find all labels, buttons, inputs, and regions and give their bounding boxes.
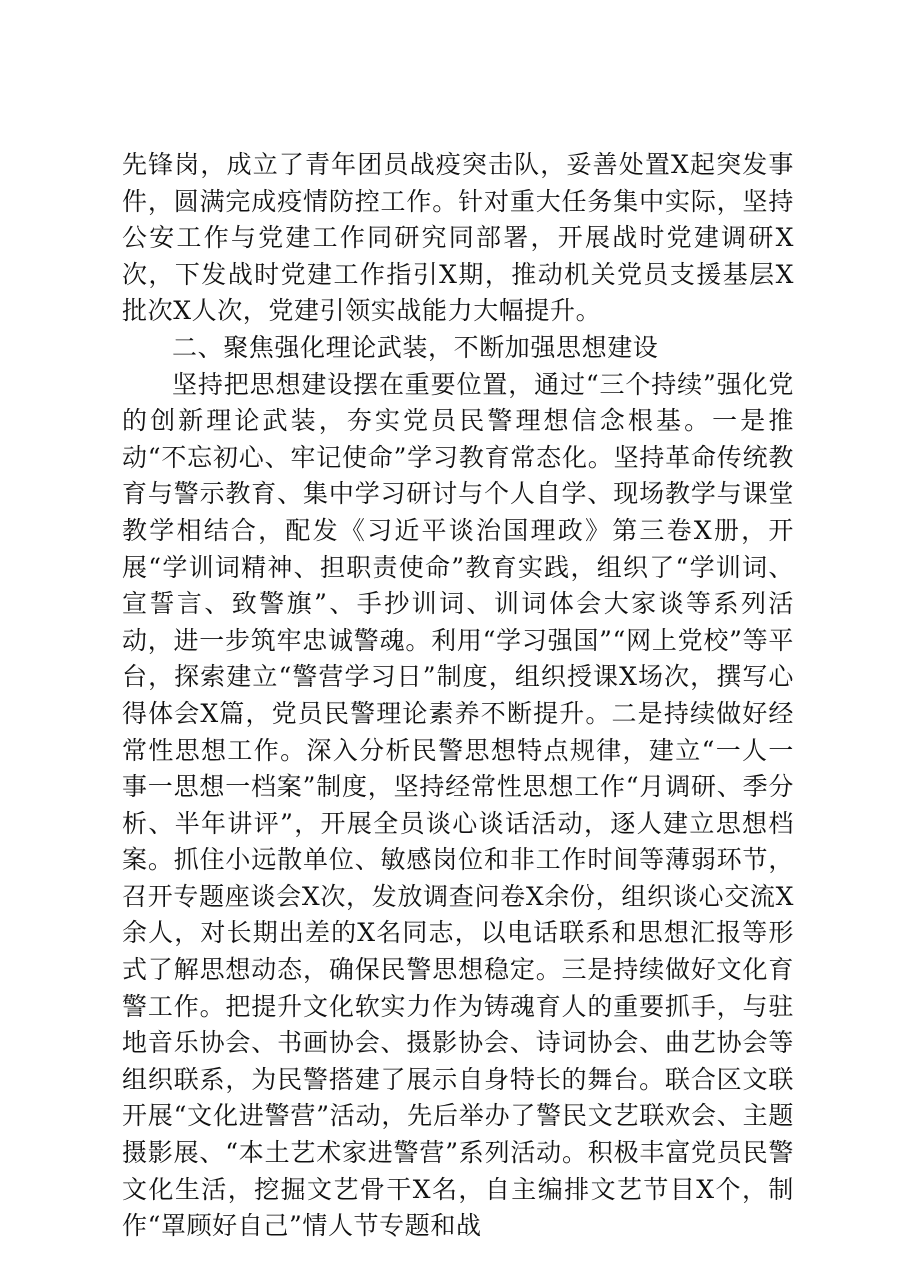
body-paragraph-continued: 先锋岗，成立了青年团员战疫突击队，妥善处置X起突发事件，圆满完成疫情防控工作。针对重大任务集中实际，坚持公安工作与党建工作同研究同部署，开展战时党建调研X次，下发战时党建工作指引X期，推动机关党员支援基层X批次X人次，党建引领实战能力大幅提升。 bbox=[122, 150, 794, 326]
body-paragraph: 坚持把思想建设摆在重要位置，通过“三个持续”强化党的创新理论武装，夯实党员民警理想信念根基。一是推动“不忘初心、牢记使命”学习教育常态化。坚持革命传统教育与警示教育、集中学习研讨与个人自学、现场教学与课堂教学相结合，配发《习近平谈治国理政》第三卷X册，开展“学训词精神、担职责使命”教育实践，组织了“学训词、宣誓言、致警旗”、手抄训词、训词体会大家谈等系列活动，进一步筑牢忠诚警魂。利用“学习强国”“网上党校”等平台，探索建立“警营学习日”制度，组织授课X场次，撰写心得体会X篇，党员民警理论素养不断提升。二是持续做好经常性思想工作。深入分析民警思想特点规律，建立“一人一事一思想一档案”制度，坚持经常性思想工作“月调研、季分析、半年讲评”，开展全员谈心谈话活动，逐人建立思想档案。抓住小远散单位、敏感岗位和非工作时间等薄弱环节，召开专题座谈会X次，发放调查问卷X余份，组织谈心交流X余人，对长期出差的X名同志，以电话联系和思想汇报等形式了解思想动态，确保民警思想稳定。三是持续做好文化育警工作。把提升文化软实力作为铸魂育人的重要抓手，与驻地音乐协会、书画协会、摄影协会、诗词协会、曲艺协会等组织联系，为民警搭建了展示自身特长的舞台。联合区文联开展“文化进警营”活动，先后举办了警民文艺联欢会、主题摄影展、“本土艺术家进警营”系列活动。积极丰富党员民警文化生活，挖掘文艺骨干X名，自主编排文艺节目X个，制作“罩顾好自己”情人节专题和战 bbox=[122, 369, 794, 1241]
document-body bbox=[122, 147, 794, 1245]
section-heading: 二、聚焦强化理论武装，不断加强思想建设 bbox=[172, 332, 659, 362]
